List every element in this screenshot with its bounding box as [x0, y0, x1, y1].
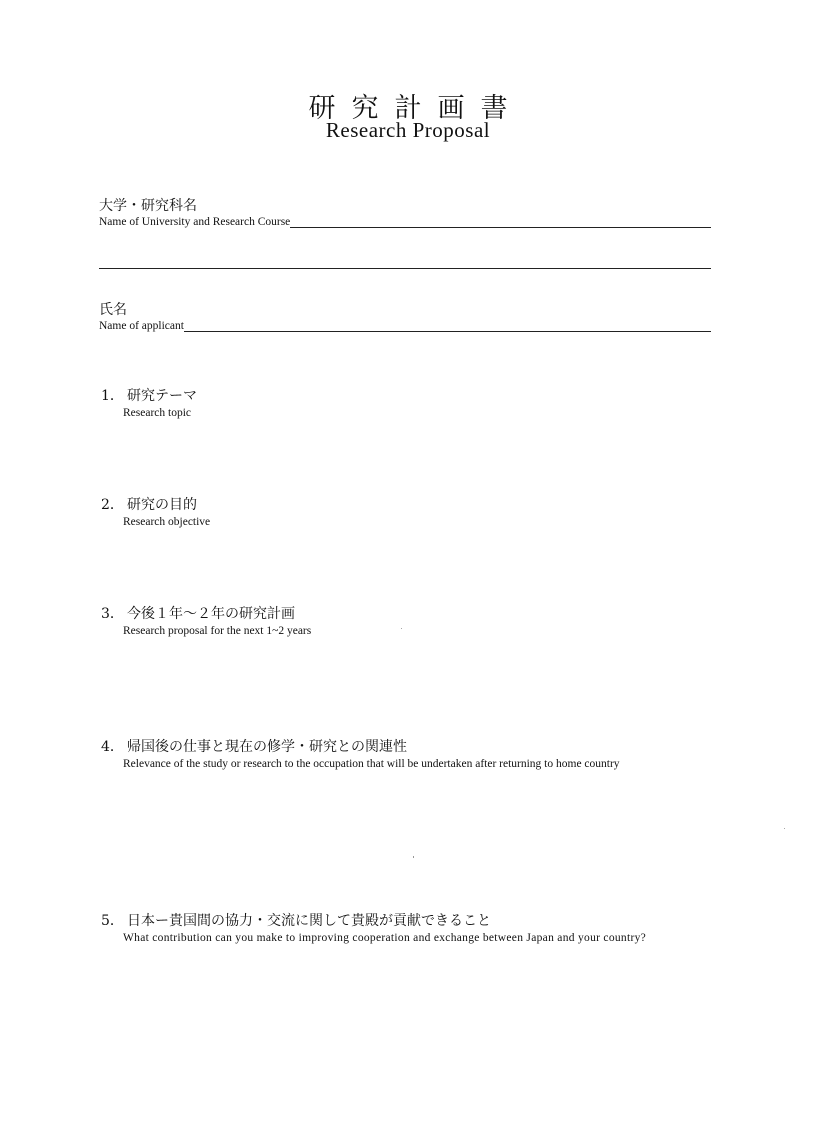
university-label-jp: 大学・研究科名: [99, 198, 197, 214]
section-title-jp: 研究テーマ: [127, 388, 197, 404]
university-label-en: Name of University and Research Course: [99, 216, 291, 228]
section-number: 2．: [101, 497, 124, 513]
section-title-jp: 研究の目的: [127, 497, 197, 513]
scan-speck: [401, 628, 402, 629]
section-research-topic: [101, 388, 711, 420]
section-contribution: [101, 913, 711, 945]
university-input-line[interactable]: [290, 227, 711, 228]
section-title-en: Research topic: [123, 407, 192, 419]
section-title-en: Research objective: [123, 516, 211, 528]
section-number: 5．: [101, 913, 124, 929]
section-number: 1．: [101, 388, 124, 404]
page-title-english: Research Proposal: [325, 118, 491, 142]
section-research-objective: [101, 497, 711, 529]
section-relevance: [101, 739, 711, 771]
section-title-en: What contribution can you make to improving cooperation and exchange between Japan and your country?: [123, 932, 647, 944]
section-title-en: Research proposal for the next 1~2 years: [123, 625, 312, 637]
applicant-label-en: Name of applicant: [99, 320, 184, 332]
applicant-label-jp: 氏名: [99, 302, 127, 318]
applicant-field: [99, 302, 711, 333]
university-field: [99, 198, 711, 229]
section-number: 3．: [101, 606, 124, 622]
section-research-plan: [101, 606, 711, 638]
university-second-input-line[interactable]: [99, 268, 711, 269]
page-title-japanese: 研究計画書: [308, 93, 524, 124]
section-title-jp: 帰国後の仕事と現在の修学・研究との関連性: [127, 739, 407, 755]
scan-speck: [784, 828, 785, 829]
section-title-jp: 日本ー貴国間の協力・交流に関して貴殿が貢献できること: [127, 913, 491, 929]
scan-speck: [413, 856, 414, 858]
section-title-en: Relevance of the study or research to the occupation that will be undertaken after returning to home country: [123, 758, 620, 770]
applicant-input-line[interactable]: [184, 331, 711, 332]
section-title-jp: 今後１年～２年の研究計画: [127, 606, 295, 622]
section-number: 4．: [101, 739, 124, 755]
